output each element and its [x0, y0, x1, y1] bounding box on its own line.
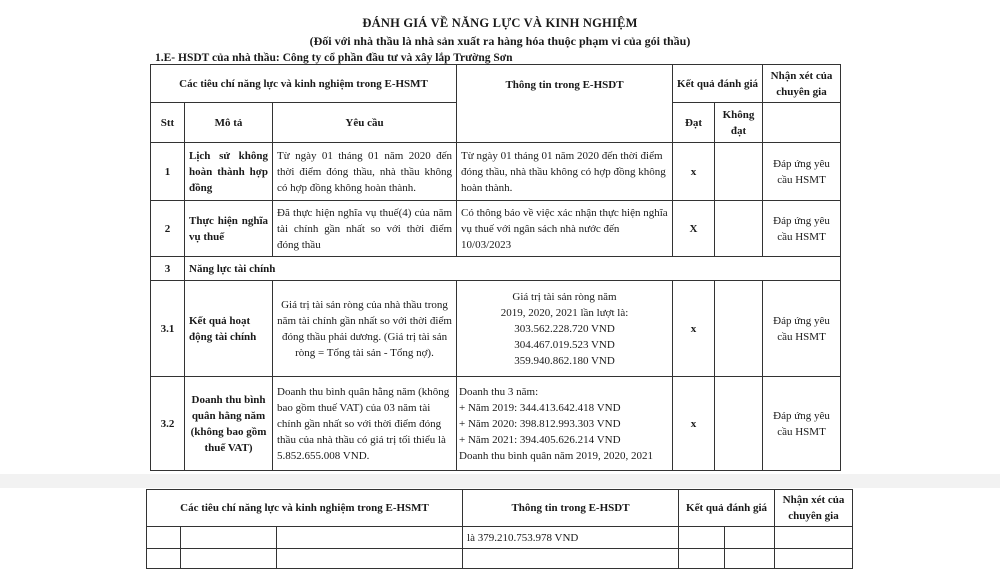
- row-description: Kết quả hoạt động tài chính: [185, 281, 273, 377]
- header-info: Thông tin trong E-HSDT: [463, 490, 679, 527]
- header-comment-empty: [763, 103, 841, 143]
- row-fail: [715, 143, 763, 201]
- header-description: Mô tả: [185, 103, 273, 143]
- table-row: [151, 201, 841, 257]
- row-pass: [679, 527, 725, 549]
- row-description: [181, 527, 277, 549]
- row-fail: [715, 201, 763, 257]
- row-info: [463, 549, 679, 569]
- table-row: [147, 549, 853, 569]
- row-requirement: [277, 527, 463, 549]
- info-line: Doanh thu 3 năm:: [459, 385, 539, 398]
- info-line: Giá trị tài sản ròng năm: [512, 290, 617, 303]
- row-fail: [725, 549, 775, 569]
- row-requirement: [277, 549, 463, 569]
- row-comment: Đáp ứng yêu cầu HSMT: [763, 143, 841, 201]
- row-stt: 3.2: [151, 377, 185, 471]
- page-break: [0, 474, 1000, 488]
- document-title: ĐÁNH GIÁ VỀ NĂNG LỰC VÀ KINH NGHIỆM: [362, 16, 638, 30]
- row-requirement: Doanh thu bình quân hằng năm (không bao gồm thuế VAT) của 03 năm tài chính gần nhất so với thời điểm đóng thầu của nhà thầu có giá trị tối thiểu là 5.852.655.008 VND.: [273, 377, 457, 471]
- row-info: Có thông báo về việc xác nhận thực hiện nghĩa vụ thuế với ngân sách nhà nước đến 10/03/2023: [457, 201, 673, 257]
- section-stt: 3: [151, 257, 185, 281]
- row-fail: [725, 527, 775, 549]
- section-title: Năng lực tài chính: [185, 257, 841, 281]
- info-line: 359.940.862.180 VND: [514, 354, 615, 367]
- header-comment: Nhận xét của chuyên gia: [775, 490, 853, 527]
- row-description: Thực hiện nghĩa vụ thuế: [185, 201, 273, 257]
- row-info: [457, 377, 673, 471]
- row-stt: 3.1: [151, 281, 185, 377]
- table-row: [151, 281, 841, 377]
- evaluation-table: [150, 64, 841, 471]
- row-info: là 379.210.753.978 VND: [463, 527, 679, 549]
- row-comment: Đáp ứng yêu cầu HSMT: [763, 281, 841, 377]
- header-result: Kết quả đánh giá: [679, 490, 775, 527]
- row-info: Từ ngày 01 tháng 01 năm 2020 đến thời điểm đóng thầu, nhà thầu không có hợp đồng không hoàn thành.: [457, 143, 673, 201]
- info-line: + Năm 2021: 394.405.626.214 VND: [459, 433, 621, 446]
- row-stt: 2: [151, 201, 185, 257]
- row-pass: [679, 549, 725, 569]
- row-requirement: Từ ngày 01 tháng 01 năm 2020 đến thời điểm đóng thầu, nhà thầu không có hợp đồng không hoàn thành.: [273, 143, 457, 201]
- header-result: Kết quả đánh giá: [673, 65, 763, 103]
- row-fail: [715, 377, 763, 471]
- table-row: [151, 143, 841, 201]
- header-criteria: Các tiêu chí năng lực và kinh nghiệm trong E-HSMT: [147, 490, 463, 527]
- row-stt: [147, 527, 181, 549]
- row-info: [457, 281, 673, 377]
- row-fail: [715, 281, 763, 377]
- info-line: 303.562.228.720 VND: [514, 322, 615, 335]
- row-description: Doanh thu bình quân hằng năm (không bao gồm thuế VAT): [185, 377, 273, 471]
- table-row: [147, 527, 853, 549]
- row-description: Lịch sử không hoàn thành hợp đồng: [185, 143, 273, 201]
- header-row-continued: [147, 490, 853, 527]
- header-row-1: [151, 65, 841, 103]
- row-requirement: Đã thực hiện nghĩa vụ thuế(4) của năm tài chính gần nhất so với thời điểm đóng thầu: [273, 201, 457, 257]
- row-pass: x: [673, 377, 715, 471]
- info-line: Doanh thu bình quân năm 2019, 2020, 2021: [459, 449, 654, 462]
- row-pass: x: [673, 281, 715, 377]
- row-description: [181, 549, 277, 569]
- row-comment: Đáp ứng yêu cầu HSMT: [763, 201, 841, 257]
- header-info: Thông tin trong E-HSDT: [457, 65, 673, 143]
- row-comment: [775, 549, 853, 569]
- table-row: [151, 377, 841, 471]
- row-pass: x: [673, 143, 715, 201]
- info-line: 2019, 2020, 2021 lần lượt là:: [500, 306, 629, 319]
- info-line: + Năm 2020: 398.812.993.303 VND: [459, 417, 621, 430]
- evaluation-table-continued: [146, 489, 853, 569]
- info-line: + Năm 2019: 344.413.642.418 VND: [459, 401, 621, 414]
- header-pass: Đạt: [673, 103, 715, 143]
- row-comment: Đáp ứng yêu cầu HSMT: [763, 377, 841, 471]
- row-comment: [775, 527, 853, 549]
- header-fail: Không đạt: [715, 103, 763, 143]
- section-row: [151, 257, 841, 281]
- row-stt: 1: [151, 143, 185, 201]
- header-stt: Stt: [151, 103, 185, 143]
- contractor-line: 1.E- HSDT của nhà thầu: Công ty cổ phần đầu tư và xây lắp Trường Sơn: [155, 52, 513, 64]
- info-line: 304.467.019.523 VND: [514, 338, 615, 351]
- row-pass: X: [673, 201, 715, 257]
- row-requirement: Giá trị tài sản ròng của nhà thầu trong năm tài chính gần nhất so với thời điểm đóng thầu phải dương. (Giá trị tài sản ròng = Tổng tài sản - Tổng nợ).: [273, 281, 457, 377]
- header-requirement: Yêu cầu: [273, 103, 457, 143]
- row-stt: [147, 549, 181, 569]
- header-criteria: Các tiêu chí năng lực và kinh nghiệm trong E-HSMT: [151, 65, 457, 103]
- header-comment: Nhận xét của chuyên gia: [763, 65, 841, 103]
- document-subtitle: (Đối với nhà thầu là nhà sản xuất ra hàng hóa thuộc phạm vi của gói thầu): [309, 34, 691, 48]
